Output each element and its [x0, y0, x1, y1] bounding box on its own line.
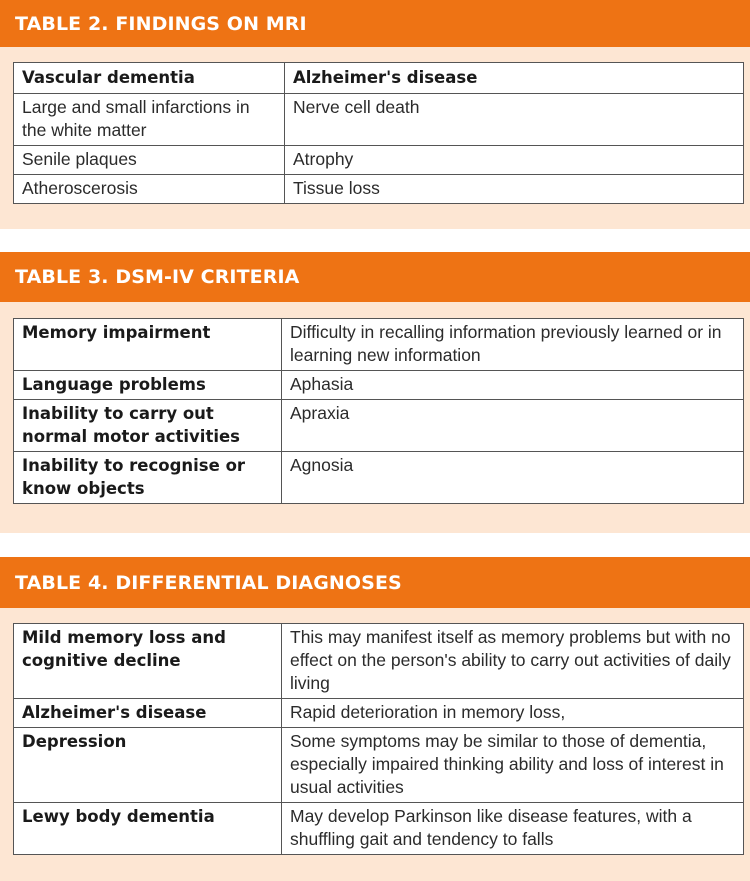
table-cell: Apraxia [282, 400, 744, 452]
table3-grid [13, 318, 744, 504]
criterion-cell: Language problems [14, 371, 282, 400]
table-cell: Rapid deterioration in memory loss, [282, 699, 744, 728]
table-cell: Atheroscerosis [14, 175, 285, 204]
table-cell: Nerve cell death [285, 94, 744, 146]
condition-cell: Lewy body dementia [14, 803, 282, 855]
condition-cell: Alzheimer's disease [14, 699, 282, 728]
table-cell: Large and small infarctions in the white matter [14, 94, 285, 146]
table-row [14, 803, 744, 855]
column-header: Alzheimer's disease [285, 63, 744, 94]
criterion-cell: Memory impairment [14, 319, 282, 371]
table-row [14, 452, 744, 504]
table-cell: Senile plaques [14, 146, 285, 175]
table-row [14, 371, 744, 400]
table-cell: Aphasia [282, 371, 744, 400]
table4-grid [13, 623, 744, 855]
table2-panel [0, 0, 750, 229]
table-row [14, 400, 744, 452]
table-cell: Tissue loss [285, 175, 744, 204]
table2-grid [13, 62, 744, 204]
table3-panel [0, 252, 750, 533]
table-cell: Difficulty in recalling information previously learned or in learning new information [282, 319, 744, 371]
table-header-row [14, 63, 744, 94]
column-header: Vascular dementia [14, 63, 285, 94]
table4-panel [0, 557, 750, 881]
table-row [14, 319, 744, 371]
criterion-cell: Inability to recognise or know objects [14, 452, 282, 504]
table-cell: Some symptoms may be similar to those of dementia, especially impaired thinking ability and loss of interest in usual activities [282, 728, 744, 803]
table-cell: May develop Parkinson like disease features, with a shuffling gait and tendency to falls [282, 803, 744, 855]
criterion-cell: Inability to carry out normal motor activities [14, 400, 282, 452]
table-cell: Atrophy [285, 146, 744, 175]
table3-title: TABLE 3. DSM-IV CRITERIA [0, 252, 750, 302]
table-row [14, 624, 744, 699]
table-cell: Agnosia [282, 452, 744, 504]
table-cell: This may manifest itself as memory problems but with no effect on the person's ability to carry out activities of daily living [282, 624, 744, 699]
condition-cell: Depression [14, 728, 282, 803]
table-row [14, 699, 744, 728]
table-row [14, 175, 744, 204]
table-row [14, 94, 744, 146]
table-row [14, 728, 744, 803]
condition-cell: Mild memory loss and cognitive decline [14, 624, 282, 699]
table2-title: TABLE 2. FINDINGS ON MRI [0, 0, 750, 47]
table-row [14, 146, 744, 175]
table4-title: TABLE 4. DIFFERENTIAL DIAGNOSES [0, 557, 750, 608]
